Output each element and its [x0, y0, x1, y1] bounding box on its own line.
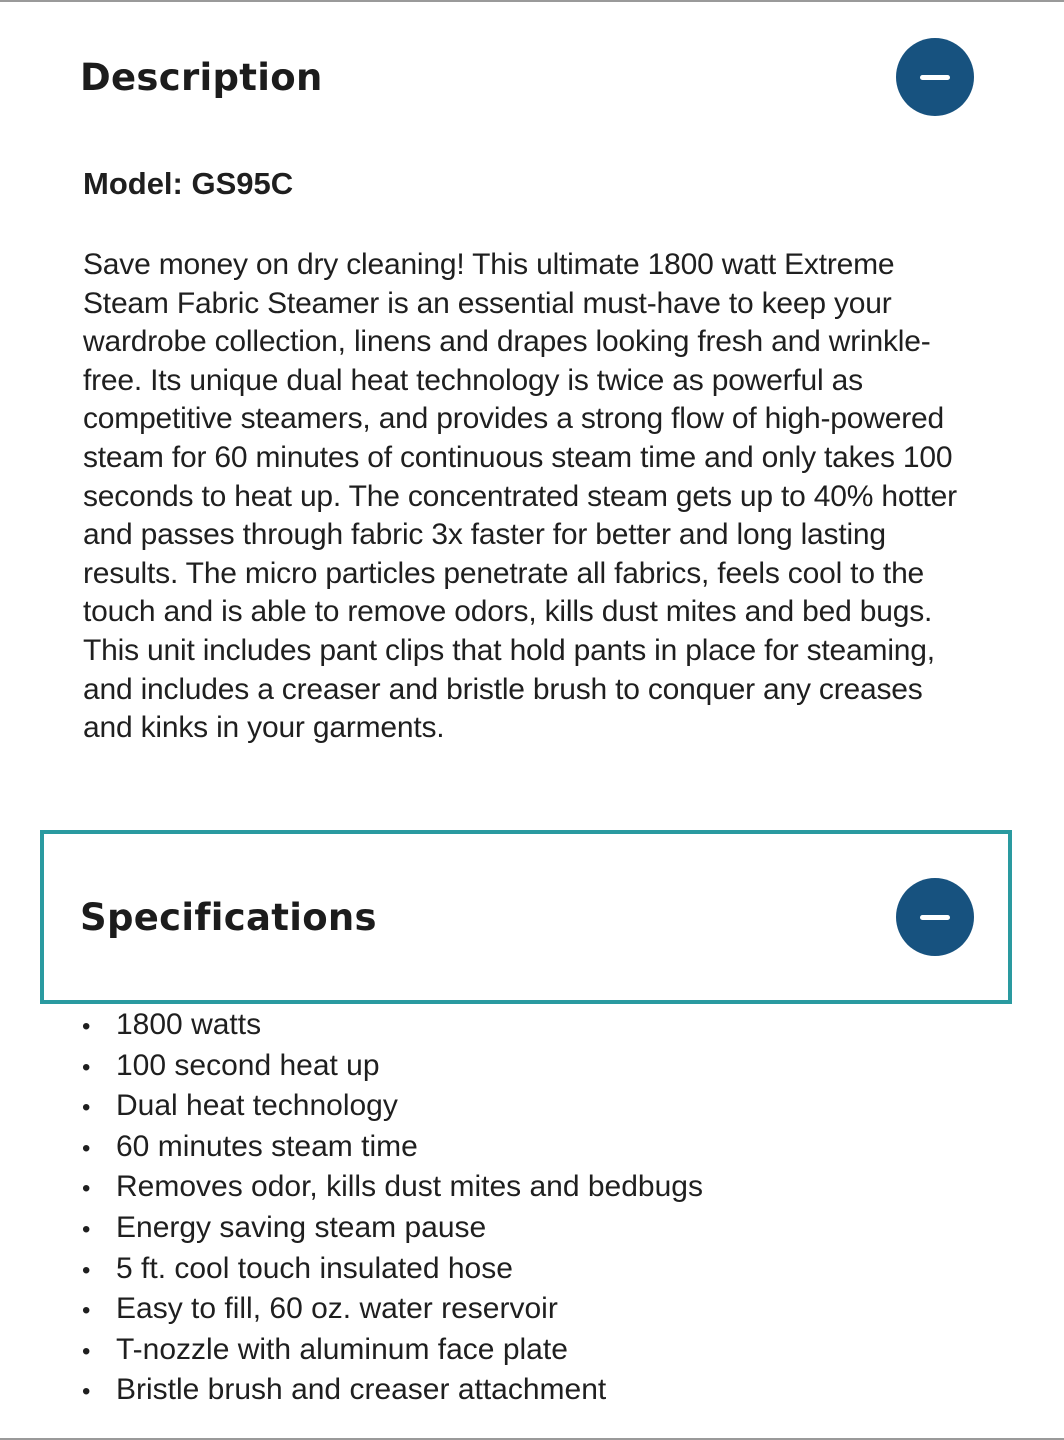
specifications-collapse-button[interactable] — [896, 878, 974, 956]
bullet-icon: • — [82, 1256, 91, 1284]
spec-item: • Dual heat technology — [80, 1087, 703, 1128]
bullet-icon: • — [82, 1013, 91, 1040]
spec-item: • 5 ft. cool touch insulated hose — [80, 1250, 703, 1291]
spec-item: • 100 second heat up — [80, 1047, 703, 1088]
bullet-icon: • — [82, 1215, 91, 1243]
description-text: Save money on dry cleaning! This ultimate 1800 watt Extreme Steam Fabric Steamer is an essential must-have to keep your wardrobe collection, linens and drapes looking fresh and wrinkle-free. Its unique dual heat technology is twice as powerful as competitive steamers, and provides a strong flow of high-powered steam for 60 minutes of continuous steam time and only takes 100 seconds to heat up. The concentrated steam gets up to 40% hotter and passes through fabric 3x faster for better and long lasting results. The micro particles penetrate all fabrics, feels cool to the touch and is able to remove odors, kills dust mites and bed bugs. This unit includes pant clips that hold pants in place for steaming, and includes a creaser and bristle brush to conquer any creases and kinks in your garments. — [83, 248, 957, 745]
minus-icon — [920, 75, 950, 80]
description-collapse-button[interactable] — [896, 38, 974, 116]
bullet-icon: • — [82, 1337, 91, 1365]
spec-item: • 60 minutes steam time — [80, 1128, 703, 1169]
model-number: Model: GS95C — [83, 166, 294, 201]
bullet-icon: • — [82, 1175, 91, 1203]
bullet-icon: • — [82, 1094, 91, 1122]
bullet-icon: • — [82, 1378, 91, 1406]
bullet-icon: • — [82, 1297, 91, 1325]
description-title: Description — [80, 55, 323, 99]
specifications-accordion-header[interactable] — [40, 830, 1012, 1004]
specifications-list — [80, 1006, 703, 1412]
spec-item: • Easy to fill, 60 oz. water reservoir — [80, 1290, 703, 1331]
description-accordion-header[interactable] — [40, 36, 1012, 118]
minus-icon — [920, 915, 950, 920]
bullet-icon: • — [82, 1053, 91, 1081]
spec-item: • Energy saving steam pause — [80, 1209, 703, 1250]
spec-item: • Bristle brush and creaser attachment — [80, 1371, 703, 1412]
specifications-title: Specifications — [80, 895, 377, 939]
spec-item: • T-nozzle with aluminum face plate — [80, 1331, 703, 1372]
spec-item: • Removes odor, kills dust mites and bedbugs — [80, 1168, 703, 1209]
spec-item: • 1800 watts — [80, 1006, 703, 1047]
bullet-icon: • — [82, 1134, 91, 1162]
top-divider — [0, 0, 1064, 2]
